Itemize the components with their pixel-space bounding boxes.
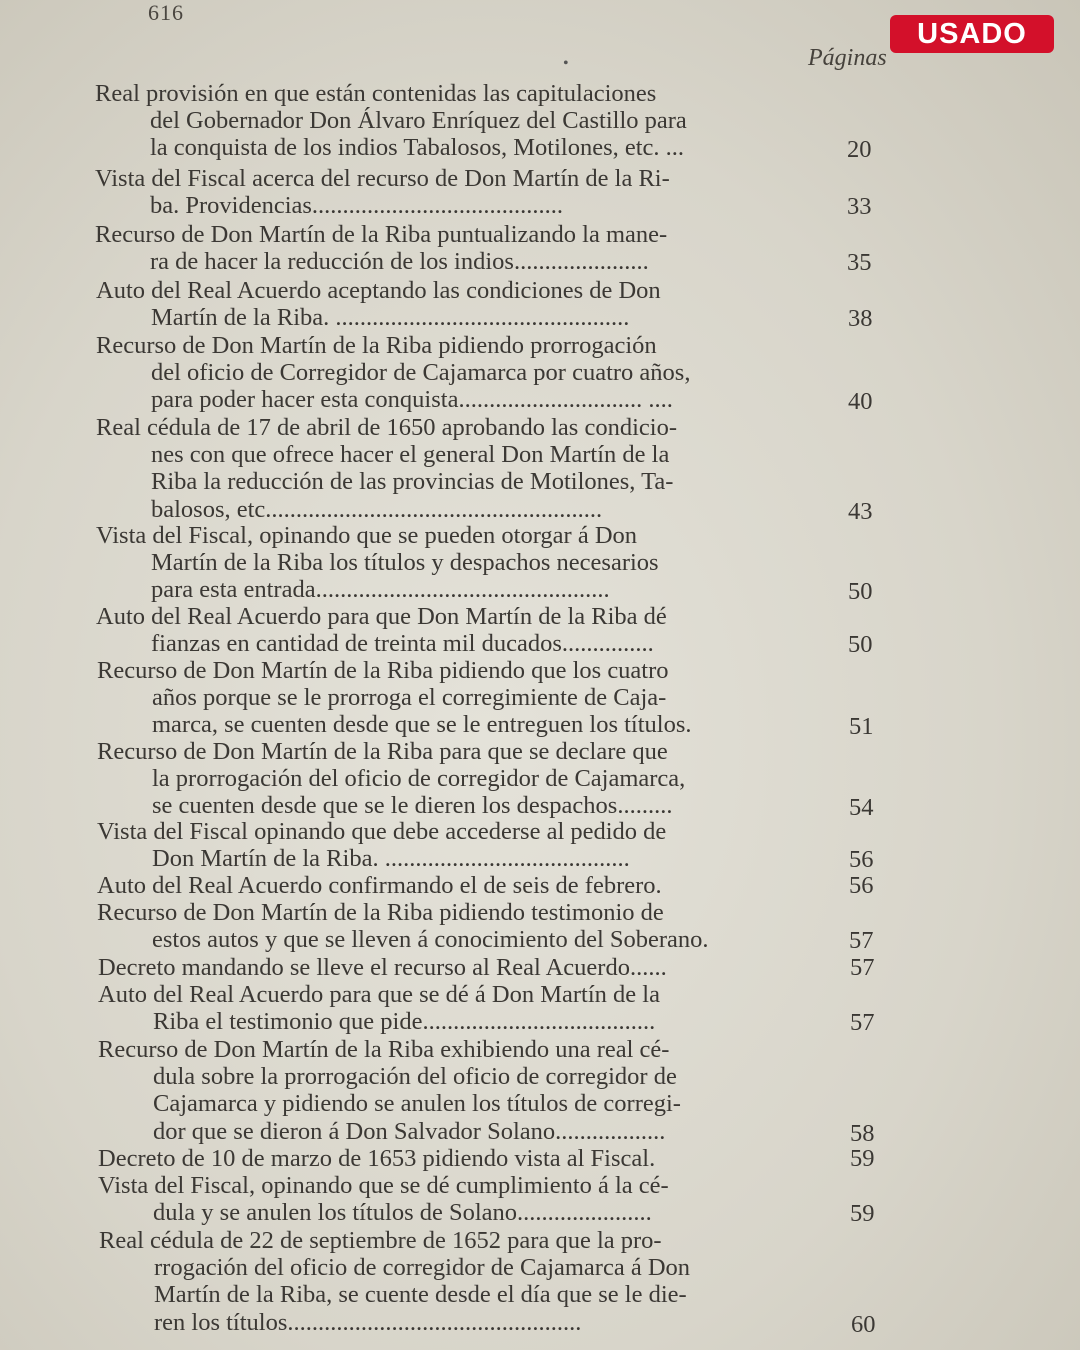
toc-entry-line: ra de hacer la reducción de los indios......................: [150, 248, 649, 276]
toc-entry-page: 35: [847, 249, 872, 276]
toc-entry-page: 38: [848, 305, 873, 332]
toc-entry-line: ren los títulos................................................: [154, 1308, 582, 1336]
toc-entry-page: 56: [849, 846, 874, 873]
toc-entry-line: Recurso de Don Martín de la Riba para que se declare que: [97, 738, 668, 765]
toc-entry-line: marca, se cuenten desde que se le entreguen los títulos.: [152, 711, 692, 739]
toc-entry-page: 51: [849, 713, 874, 740]
toc-entry-page: 54: [849, 794, 874, 821]
toc-entry-line: Martín de la Riba, se cuente desde el día que se le die-: [154, 1281, 687, 1309]
toc-entry-line: estos autos y que se lleven á conocimiento del Soberano.: [152, 926, 709, 954]
toc-entry-line: Recurso de Don Martín de la Riba pidiendo que los cuatro: [97, 657, 669, 684]
toc-entry-line: Decreto mandando se lleve el recurso al Real Acuerdo......: [98, 954, 667, 981]
toc-entry-line: rrogación del oficio de corregidor de Cajamarca á Don: [154, 1254, 691, 1282]
toc-entry-line: se cuenten desde que se le dieren los despachos.........: [152, 792, 673, 820]
ink-dot: •: [563, 55, 569, 72]
toc-entry-line: dula y se anulen los títulos de Solano......................: [153, 1199, 652, 1227]
toc-entry-line: Recurso de Don Martín de la Riba pidiendo prorrogación: [96, 332, 657, 359]
toc-entry-line: para esta entrada................................................: [151, 576, 610, 604]
toc-entry-line: Vista del Fiscal, opinando que se pueden otorgar á Don: [96, 522, 638, 549]
toc-entry-page: 33: [847, 193, 872, 220]
toc-entry-line: Don Martín de la Riba. ........................................: [152, 845, 630, 873]
toc-entry-line: la conquista de los indios Tabalosos, Motilones, etc. ...: [150, 134, 685, 162]
toc-entry-page: 57: [850, 1009, 875, 1036]
toc-entry-page: 56: [849, 872, 874, 899]
toc-entry-page: 59: [850, 1145, 875, 1172]
toc-entry-line: nes con que ofrece hacer el general Don Martín de la: [151, 441, 670, 469]
page-number: 616: [148, 0, 184, 25]
toc-entry-line: Vista del Fiscal opinando que debe accederse al pedido de: [97, 818, 667, 845]
toc-entry-page: 60: [851, 1311, 876, 1338]
toc-entry-line: Recurso de Don Martín de la Riba pidiendo testimonio de: [97, 899, 664, 926]
toc-entry-line: Auto del Real Acuerdo para que Don Martín de la Riba dé: [96, 603, 667, 630]
pages-column-header: Páginas: [808, 45, 887, 71]
toc-entry-line: Riba la reducción de las provincias de Motilones, Ta-: [151, 468, 674, 496]
toc-entry-line: del oficio de Corregidor de Cajamarca por cuatro años,: [151, 359, 691, 387]
toc-entry-line: ba. Providencias.........................................: [150, 192, 564, 220]
toc-entry-line: Decreto de 10 de marzo de 1653 pidiendo vista al Fiscal.: [98, 1145, 656, 1172]
toc-entry-line: la prorrogación del oficio de corregidor de Cajamarca,: [152, 765, 686, 793]
toc-entry-line: del Gobernador Don Álvaro Enríquez del Castillo para: [150, 107, 687, 135]
toc-entry-page: 59: [850, 1200, 875, 1227]
toc-entry-line: Recurso de Don Martín de la Riba puntualizando la mane-: [95, 221, 668, 248]
toc-entry-page: 20: [847, 136, 872, 163]
toc-entry-line: dor que se dieron á Don Salvador Solano..................: [153, 1117, 666, 1145]
toc-entry-line: Vista del Fiscal acerca del recurso de Don Martín de la Ri-: [95, 165, 670, 192]
toc-entry-line: Recurso de Don Martín de la Riba exhibiendo una real cé-: [98, 1036, 670, 1063]
toc-entry-line: Riba el testimonio que pide......................................: [153, 1008, 656, 1036]
toc-entry-line: fianzas en cantidad de treinta mil ducados...............: [151, 630, 654, 658]
toc-entry-line: para poder hacer esta conquista.............................. ....: [151, 386, 673, 414]
toc-entry-line: Cajamarca y pidiendo se anulen los títulos de corregi-: [153, 1090, 681, 1118]
toc-entry-page: 57: [849, 927, 874, 954]
toc-entry-page: 40: [848, 388, 873, 415]
toc-entry-line: balosos, etc.......................................................: [151, 495, 603, 523]
toc-entry-page: 50: [848, 578, 873, 605]
toc-entry-line: Auto del Real Acuerdo para que se dé á Don Martín de la: [98, 981, 660, 1008]
used-badge: USADO: [890, 15, 1054, 53]
toc-entry-page: 50: [848, 631, 873, 658]
toc-entry-line: años porque se le prorroga el corregimiente de Caja-: [152, 684, 667, 712]
toc-entry-line: dula sobre la prorrogación del oficio de corregidor de: [153, 1063, 677, 1091]
toc-entry-page: 43: [848, 498, 873, 525]
toc-entry-line: Martín de la Riba. ................................................: [151, 304, 630, 332]
toc-entry-line: Real cédula de 22 de septiembre de 1652 para que la pro-: [99, 1227, 662, 1254]
toc-entry-page: 57: [850, 954, 875, 981]
toc-entry-line: Martín de la Riba los títulos y despachos necesarios: [151, 549, 659, 577]
toc-entry-line: Real provisión en que están contenidas las capitulaciones: [95, 80, 657, 107]
toc-entry-line: Auto del Real Acuerdo confirmando el de seis de febrero.: [97, 872, 662, 899]
toc-entry-line: Real cédula de 17 de abril de 1650 aprobando las condicio-: [96, 414, 677, 441]
toc-entry-line: Auto del Real Acuerdo aceptando las condiciones de Don: [96, 277, 661, 304]
toc-entry-line: Vista del Fiscal, opinando que se dé cumplimiento á la cé-: [98, 1172, 669, 1199]
toc-entry-page: 58: [850, 1120, 875, 1147]
